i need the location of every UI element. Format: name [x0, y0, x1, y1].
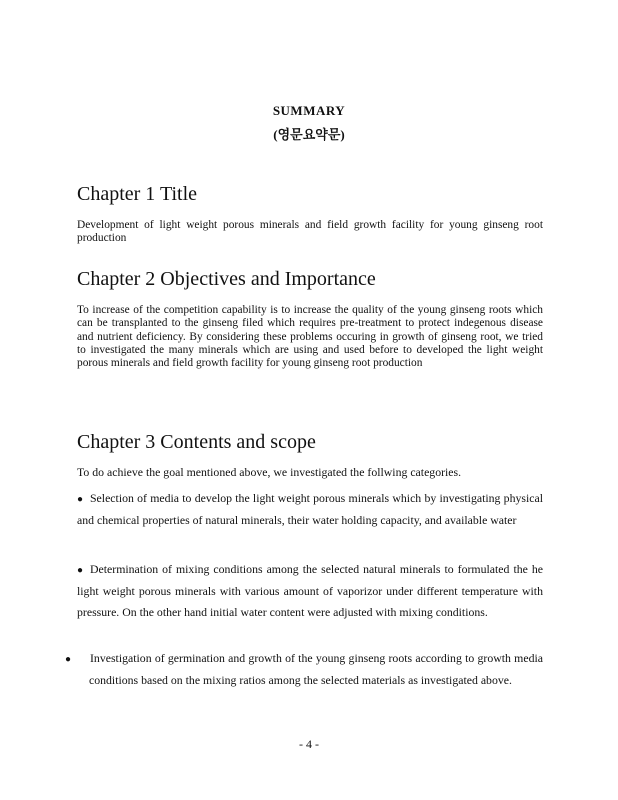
- chapter-1-text: Development of light weight porous minerals and field growth facility for young ginseng root production: [77, 219, 543, 245]
- page-number: - 4 -: [299, 737, 319, 751]
- bullet-icon: ●: [65, 654, 72, 665]
- bullet-item: [77, 559, 543, 623]
- chapter-2-heading: Chapter 2 Objectives and Importance: [77, 268, 376, 290]
- bullet-icon: ●: [77, 494, 84, 505]
- chapter-3-heading: Chapter 3 Contents and scope: [77, 431, 316, 453]
- bullet-text: Investigation of germination and growth of the young ginseng roots according to growth media conditions based on the mixing ratios among the selected materials as investigated above.: [89, 651, 543, 687]
- summary-title: SUMMARY: [272, 103, 346, 118]
- chapter-3-intro: To do achieve the goal mentioned above, we investigated the follwing categories.: [77, 465, 462, 479]
- bullet-item: [77, 488, 543, 531]
- bullet-text: Selection of media to develop the light weight porous minerals which by investigating physical and chemical properties of natural minerals, their water holding capacity, and available water: [77, 491, 543, 527]
- bullet-text: Determination of mixing conditions among the selected natural minerals to formulated the he light weight porous minerals with various amount of vaporizor under different temperature with pressure. On the other hand initial water content were adjusted with mixing conditions.: [77, 562, 543, 619]
- summary-subtitle: (영문요약문): [273, 127, 345, 142]
- bullet-icon: ●: [77, 565, 84, 576]
- bullet-item: [65, 648, 543, 691]
- chapter-1-heading: Chapter 1 Title: [77, 183, 198, 205]
- chapter-2-text: To increase of the competition capability is to increase the quality of the young ginseng roots which can be transplanted to the ginseng filed which requires pre-treatment to protect indegenous disease and nutrient deficiency. By considering these problems occuring in growth of ginseng root, we tried to investigated the many minerals which are using and used before to developed the light weight porous minerals and field growth facility for young ginseng root production: [77, 304, 543, 370]
